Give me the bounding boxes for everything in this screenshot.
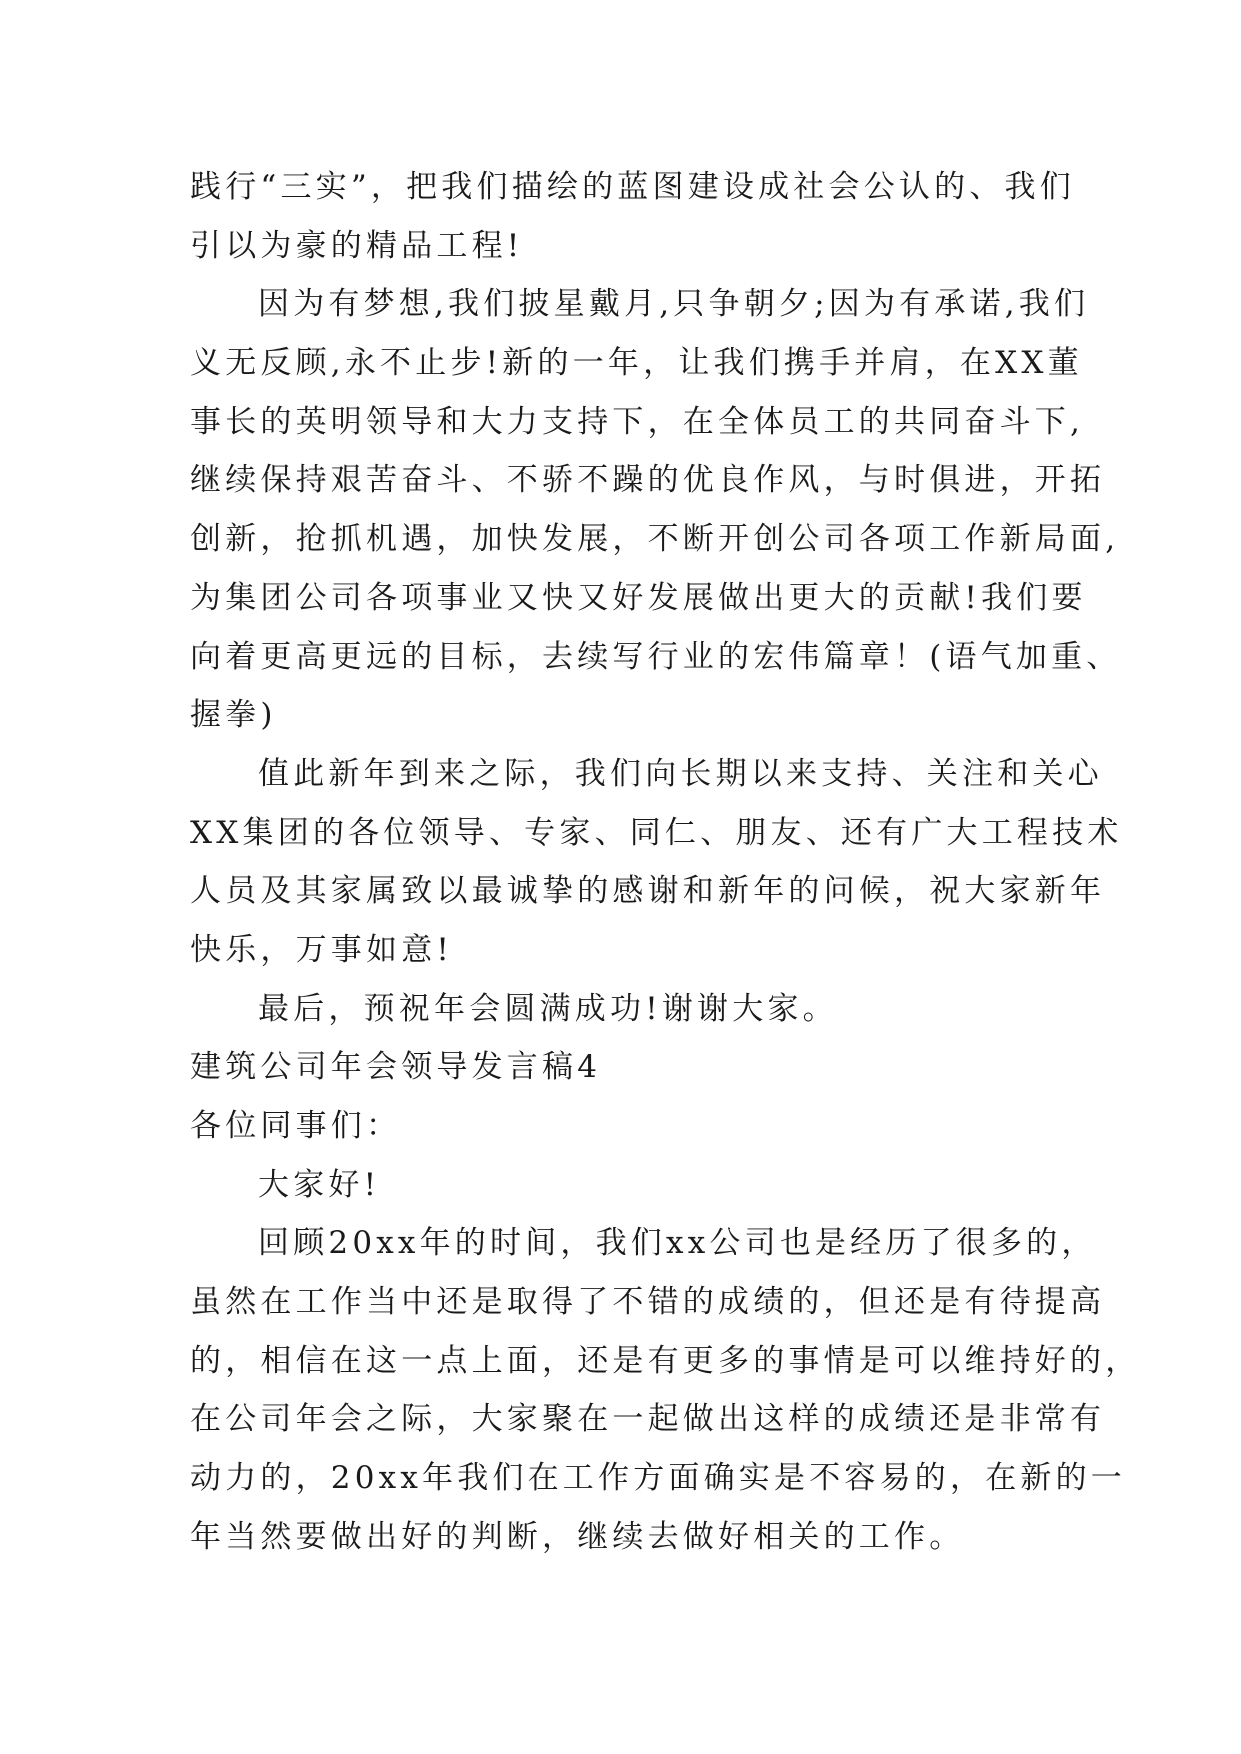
text-line: 践行“三实”，把我们描绘的蓝图建设成社会公认的、我们 xyxy=(190,169,1075,205)
text-line: 向着更高更远的目标，去续写行业的宏伟篇章！(语气加重、 xyxy=(190,638,1122,675)
text-line: 握拳) xyxy=(190,697,277,734)
document-body xyxy=(190,158,1141,1567)
text-line: 引以为豪的精品工程! xyxy=(190,227,524,264)
text-line: 创新，抢抓机遇，加快发展，不断开创公司各项工作新局面, xyxy=(190,521,1120,558)
text-line: 人员及其家属致以最诚挚的感谢和新年的问候，祝大家新年 xyxy=(190,873,1106,910)
text-line: 年当然要做出好的判断，继续去做好相关的工作。 xyxy=(190,1518,965,1555)
text-line: 事长的英明领导和大力支持下，在全体员工的共同奋斗下, xyxy=(190,403,1085,440)
paragraph-start: 最后，预祝年会圆满成功!谢谢大家。 xyxy=(258,990,838,1027)
salutation: 各位同事们： xyxy=(190,1108,402,1144)
text-line: 的，相信在这一点上面，还是有更多的事情是可以维持好的， xyxy=(190,1342,1141,1379)
text-line: 快乐，万事如意! xyxy=(190,931,454,968)
text-line: 在公司年会之际，大家聚在一起做出这样的成绩还是非常有 xyxy=(190,1401,1106,1438)
text-line: 虽然在工作当中还是取得了不错的成绩的，但还是有待提高 xyxy=(190,1284,1106,1321)
section-heading: 建筑公司年会领导发言稿4 xyxy=(190,1049,602,1086)
text-line: 继续保持艰苦奋斗、不骄不躁的优良作风，与时俱进，开拓 xyxy=(190,462,1106,499)
text-line: 义无反顾,永不止步!新的一年，让我们携手并肩，在XX董 xyxy=(190,345,1083,382)
text-line: XX集团的各位领导、专家、同仁、朋友、还有广大工程技术 xyxy=(190,814,1123,851)
paragraph-start: 回顾20xx年的时间，我们xx公司也是经历了很多的， xyxy=(258,1225,1097,1262)
text-line: 为集团公司各项事业又快又好发展做出更大的贡献!我们要 xyxy=(190,579,1087,616)
greeting: 大家好! xyxy=(258,1166,381,1203)
text-line: 动力的，20xx年我们在工作方面确实是不容易的，在新的一 xyxy=(190,1460,1127,1497)
paragraph-start: 因为有梦想,我们披星戴月,只争朝夕;因为有承诺,我们 xyxy=(258,286,1090,323)
paragraph-start: 值此新年到来之际，我们向长期以来支持、关注和关心 xyxy=(258,755,1103,792)
